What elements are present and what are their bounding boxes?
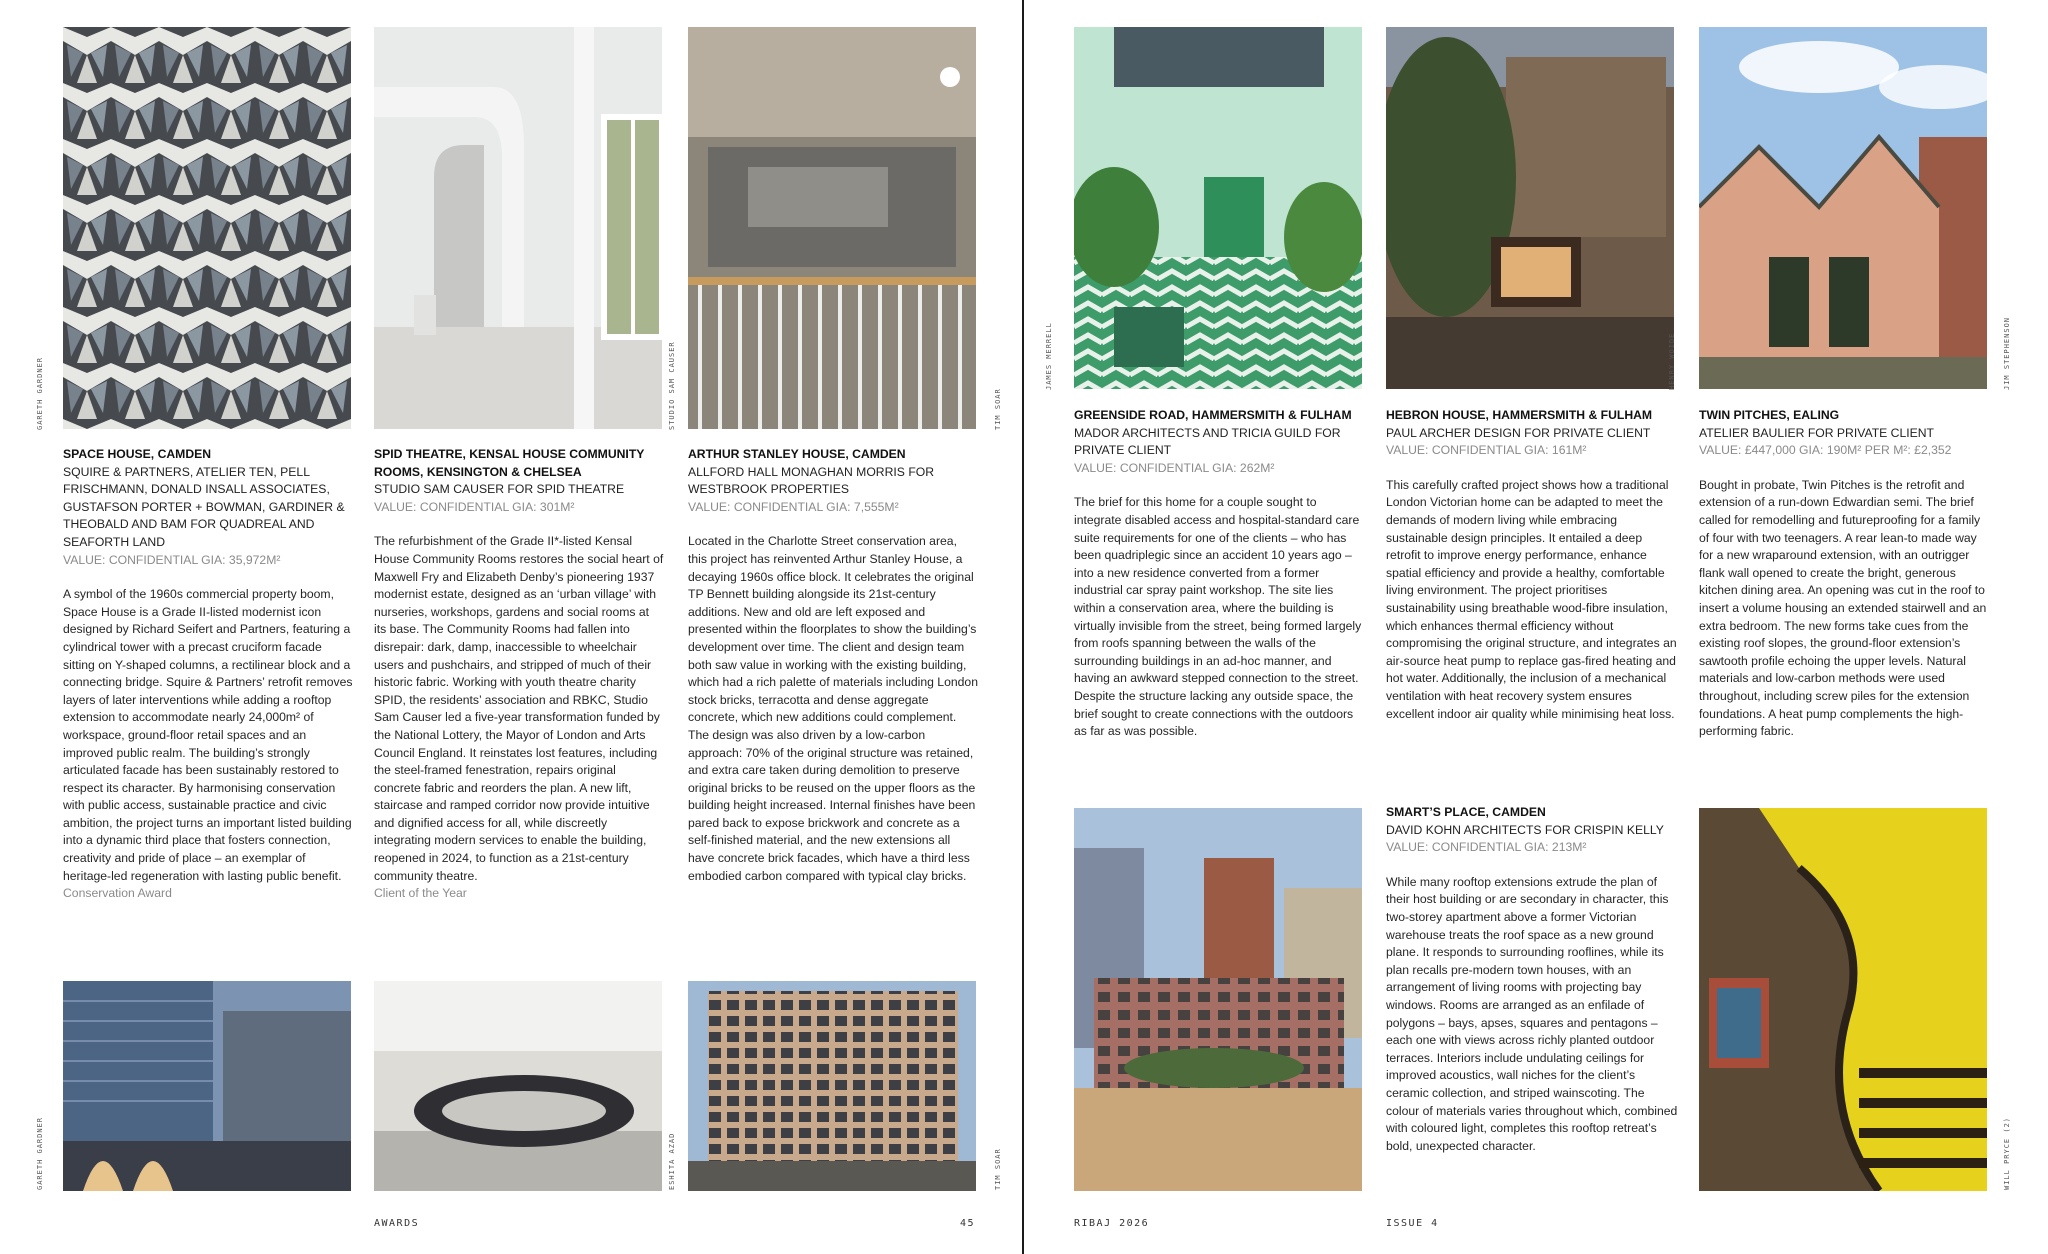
project-firm: PAUL ARCHER DESIGN FOR PRIVATE CLIENT xyxy=(1386,425,1651,440)
smarts-place-staircase-photo xyxy=(1699,808,1987,1191)
project-description: This carefully crafted project shows how a traditional London Victorian home can be adapted to meet the demands of modern living while embracing sustainable design principles. It entailed a deep retrofit to improve energy performance, enhance spatial efficiency and provide a healthy, comfortable living environment. The project prioritises sustainability using breathable wood-fibre insulation, which enhances thermal efficiency without compromising the original structure, and integrates an air-source heat pump to replace gas-fired heating and hot water. Additionally, the inclusion of a mechanical ventilation with heat recovery system ensures excellent indoor air quality while minimising heat loss. xyxy=(1386,477,1677,721)
project-firm: STUDIO SAM CAUSER FOR SPID THEATRE xyxy=(374,482,625,497)
greenside-road-interior-photo xyxy=(1074,27,1362,389)
project-description: A symbol of the 1960s commercial property boom, Space House is a Grade II-listed modernist icon designed by Richard Seifert and Partners, featuring a cylindrical tower with a precast cruciform facade sitting on Y-shaped columns, a rectilinear block and a connecting bridge. Squire & Partners’ retrofit removes layers of later interventions while adding a rooftop extension to accommodate nearly 24,000m² of workspace, ground-floor retail spaces and an improved public realm. The building’s strongly articulated facade has been sustainably restored to respect its character. By harmonising conservation with public access, sustainable practice and civic ambition, the project turns an important listed building into a dynamic third place that fosters connection, creativity and pride of place – an exemplar of heritage-led regeneration with lasting public benefit. xyxy=(63,587,353,883)
photo-credit: JIM STEPHENSON xyxy=(2003,316,2011,390)
photo-credit: ESHITA AZAD xyxy=(668,1132,676,1190)
photo-credit: TIM SOAR xyxy=(994,388,1002,430)
photo-credit: GARETH GARDNER xyxy=(36,1116,44,1190)
footer-page-number: 45 xyxy=(960,1218,976,1229)
project-value: VALUE: CONFIDENTIAL GIA: 301M² xyxy=(374,499,575,514)
project-value: VALUE: CONFIDENTIAL GIA: 161M² xyxy=(1386,443,1587,458)
project-greenside-road xyxy=(1074,407,1366,741)
photo-credit: STUDIO SAM CAUSER xyxy=(668,341,676,430)
page-spine xyxy=(1022,0,1024,1254)
project-title: HEBRON HOUSE, HAMMERSMITH & FULHAM xyxy=(1386,408,1653,422)
project-firm: ATELIER BAULIER FOR PRIVATE CLIENT xyxy=(1699,425,1934,440)
project-description: Bought in probate, Twin Pitches is the retrofit and extension of a run-down Edwardian semi. The brief called for remodelling and futureproofing for a family of four with two teenagers. A rear lean-to made way for a new wraparound extension, with an outrigger flank wall opened to create the bright, generous kitchen dining area. An opening was cut in the roof to insert a volume housing an extended stairwell and an extra bedroom. The new forms take cues from the existing roof slopes, the ground-floor extension’s sawtooth profile echoing the upper levels. Natural materials and low-carbon methods were used throughout, including screw piles for the extension foundations. A heat pump complements the high-performing fabric. xyxy=(1699,477,1987,739)
hebron-house-rear-photo xyxy=(1386,27,1674,389)
project-firm: MADOR ARCHITECTS AND TRICIA GUILD FOR PRIVATE CLIENT xyxy=(1074,425,1341,458)
project-twin-pitches xyxy=(1699,407,1991,741)
footer-issue: ISSUE 4 xyxy=(1386,1218,1439,1229)
project-firm: SQUIRE & PARTNERS, ATELIER TEN, PELL FRISCHMANN, DONALD INSALL ASSOCIATES, GUSTAFSON PORTER + BOWMAN, GARDINER & THEOBALD AND BAM FOR QUADREAL AND SEAFORTH LAND xyxy=(63,464,345,549)
project-title: ARTHUR STANLEY HOUSE, CAMDEN xyxy=(688,447,906,461)
project-title: GREENSIDE ROAD, HAMMERSMITH & FULHAM xyxy=(1074,408,1352,422)
award-label: Client of the Year xyxy=(374,886,467,901)
project-title: SPACE HOUSE, CAMDEN xyxy=(63,447,212,461)
project-title: TWIN PITCHES, EALING xyxy=(1699,408,1840,422)
project-description: Located in the Charlotte Street conservation area, this project has reinvented Arthur Stanley House, a decaying 1960s office block. It celebrates the original TP Bennett building alongside its 21st-century additions. New and old are left exposed and presented within the floorplates to show the building’s development over time. The client and design team both saw value in working with the existing building, which had a rich palette of materials including London stock bricks, terracotta and dense aggregate concrete, which new additions could complement. The design was also driven by a low-carbon approach: 70% of the original structure was retained, and extra care taken during demolition to preserve original bricks to be reused on the upper floors as the building height increased. Internal finishes have been pared back to expose brickwork and concrete as a self-finished material, and the new extensions all have concrete brick facades, which have a third less embodied carbon compared with typical clay bricks. xyxy=(688,534,978,883)
project-smarts-place xyxy=(1386,804,1678,1155)
photo-credit: HENRY WOIDE xyxy=(1668,332,1676,390)
project-value: VALUE: CONFIDENTIAL GIA: 35,972M² xyxy=(63,552,281,567)
photo-credit: JAMES MERRELL xyxy=(1045,322,1053,390)
spid-theatre-workshop-photo xyxy=(374,981,662,1191)
spid-theatre-interior-photo xyxy=(374,27,662,429)
photo-credit: GARETH GARDNER xyxy=(36,356,44,430)
project-description: The refurbishment of the Grade II*-listed Kensal House Community Rooms restores the social heart of Maxwell Fry and Elizabeth Denby’s pioneering 1937 modernist estate, designed as an ‘urban village’ with nurseries, workshops, gardens and social rooms at its base. The Community Rooms had fallen into disrepair: dark, damp, inaccessible to wheelchair users and pushchairs, and stripped of much of their historic fabric. Working with youth theatre charity SPID, the residents’ association and RBKC, Studio Sam Causer led a five-year transformation funded by the National Lottery, the Mayor of London and Arts Council England. It reinstates lost features, including the steel-framed fenestration, repairs original concrete fabric and reorders the plan. A new lift, staircase and ramped corridor now provide intuitive and dignified access for all, while discreetly integrating modern services to enable the building, reopened in 2024, to function as a 21st-century community theatre. xyxy=(374,534,664,883)
space-house-facade-photo xyxy=(63,27,351,429)
arthur-stanley-atrium-photo xyxy=(688,27,976,429)
photo-credit: WILL PRYCE (2) xyxy=(2003,1116,2011,1190)
project-value: VALUE: £447,000 GIA: 190M² PER M²: £2,352 xyxy=(1699,443,1952,458)
smarts-place-rooftop-photo xyxy=(1074,808,1362,1191)
photo-credit: TIM SOAR xyxy=(994,1148,1002,1190)
arthur-stanley-exterior-photo xyxy=(688,981,976,1191)
footer-section-label: AWARDS xyxy=(374,1218,420,1229)
project-title: SMART’S PLACE, CAMDEN xyxy=(1386,805,1546,819)
project-arthur-stanley-house xyxy=(688,446,978,885)
project-value: VALUE: CONFIDENTIAL GIA: 262M² xyxy=(1074,460,1275,475)
twin-pitches-exterior-photo xyxy=(1699,27,1987,389)
project-spid-theatre xyxy=(374,446,664,903)
project-firm: ALLFORD HALL MONAGHAN MORRIS FOR WESTBROOK PROPERTIES xyxy=(688,464,935,497)
project-description: The brief for this home for a couple sought to integrate disabled access and hospital-standard care suite requirements for one of the clients – who has been quadriplegic since an accident 10 years ago – into a new residence converted from a former industrial car spray paint workshop. The site lies within a conservation area, where the building is virtually invisible from the street, being formed largely from roofs spanning between the walls of the surrounding buildings in an ad-hoc manner, and having an awkward stepped connection to the street. Despite the structure lacking any outside space, the brief sought to create connections with the outdoors as far as was possible. xyxy=(1074,495,1362,739)
footer-publication: RIBAJ 2026 xyxy=(1074,1218,1150,1229)
project-value: VALUE: CONFIDENTIAL GIA: 7,555M² xyxy=(688,499,899,514)
project-space-house xyxy=(63,446,353,903)
project-value: VALUE: CONFIDENTIAL GIA: 213M² xyxy=(1386,840,1587,855)
award-label: Conservation Award xyxy=(63,886,172,901)
project-firm: DAVID KOHN ARCHITECTS FOR CRISPIN KELLY xyxy=(1386,822,1664,837)
project-hebron-house xyxy=(1386,407,1678,723)
project-title: SPID THEATRE, KENSAL HOUSE COMMUNITY ROOMS, KENSINGTON & CHELSEA xyxy=(374,447,645,479)
project-description: While many rooftop extensions extrude the plan of their host building or are secondary in character, this two-storey apartment above a former Victorian warehouse treats the roof space as a new ground plane. It responds to surrounding rooflines, while its plan recalls pre-modern town houses, with an arrangement of living rooms with projecting bay windows. Rooms are arranged as an enfilade of polygons – bays, apses, squares and pentagons – each one with views across richly planted outdoor terraces. Interiors include undulating ceilings for improved acoustics, wall niches for the client’s ceramic collection, and striped wainscoting. The colour of materials varies throughout which, combined with coloured light, completes this rooftop retreat’s bold, unexpected character. xyxy=(1386,874,1678,1153)
space-house-exterior-photo xyxy=(63,981,351,1191)
